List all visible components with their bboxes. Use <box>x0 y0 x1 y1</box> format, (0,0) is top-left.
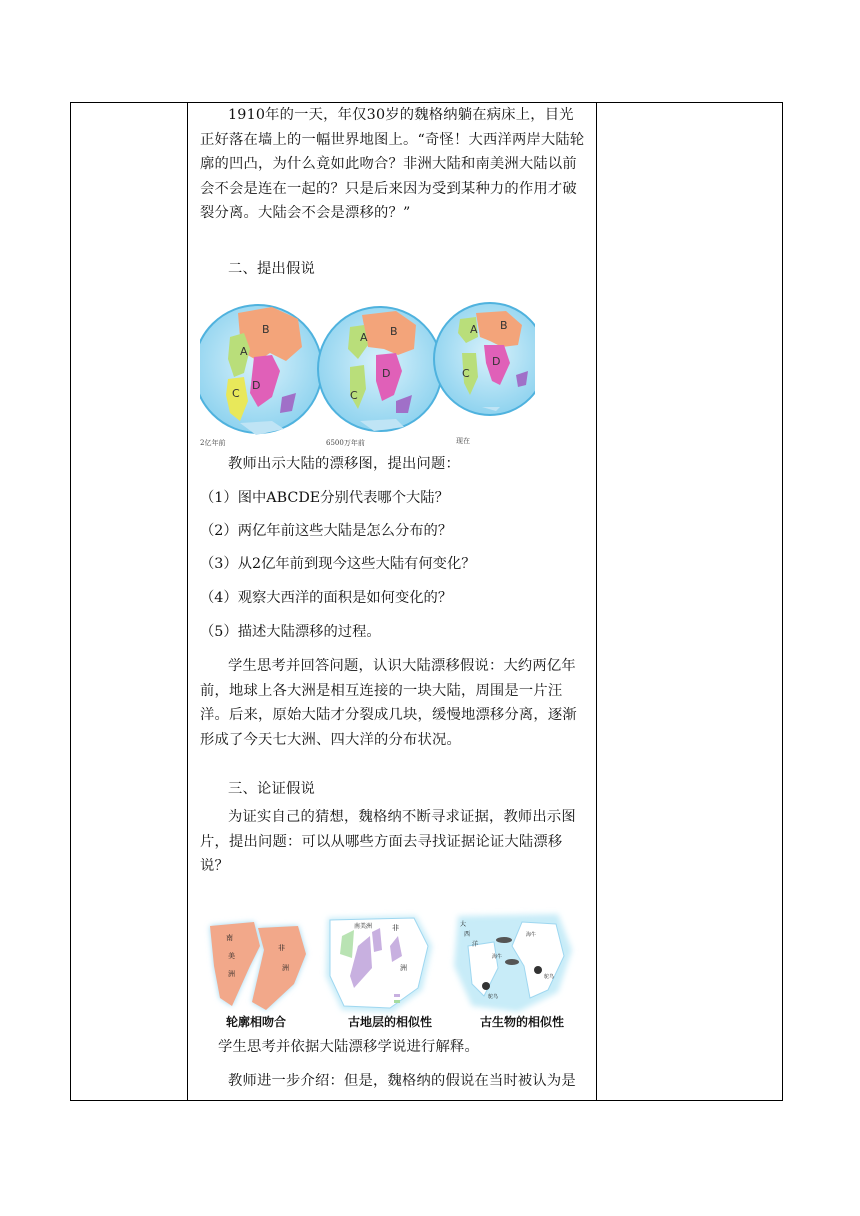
question-5: （5）描述大陆漂移的过程。 <box>200 624 381 640</box>
map1-char-3: 洲 <box>228 970 235 978</box>
section-heading-hypothesis: 二、提出假说 <box>228 261 315 277</box>
caption-fossils: 古生物的相似性 <box>480 1015 565 1029</box>
drift-map-intro: 教师出示大陆的漂移图，提出问题： <box>228 456 460 472</box>
globe3-letter-b: B <box>500 319 508 332</box>
globe-200-million-years <box>200 305 322 447</box>
globe1-letter-d: D <box>252 379 261 392</box>
map3-char-3: 洋 <box>472 941 479 948</box>
map3-label-2: 海牛 <box>492 954 503 960</box>
caption-outline-fit: 轮廓相吻合 <box>226 1015 287 1029</box>
map1-char-2: 美 <box>228 952 235 960</box>
outline-fit-map <box>210 922 306 1010</box>
globe3-letter-d: D <box>492 355 501 368</box>
map2-char-1: 非 <box>392 924 399 932</box>
globe1-letter-c: C <box>232 387 240 400</box>
teaching-content-cell <box>188 103 596 1100</box>
map1-char-5: 洲 <box>282 964 289 972</box>
globe2-letter-d: D <box>382 367 391 380</box>
column-divider-right <box>596 103 597 1100</box>
intro-paragraph: 1910年的一天，年仅30岁的魏格纳躺在病床上，目光正好落在墙上的一幅世界地图上。“奇怪！大西洋两岸大陆轮廓的凹凸，为什么竟如此吻合？非洲大陆和南美洲大陆以前会不会是连在一起的？只是后来因为受到某种力的作用才破裂分离。大陆会不会是漂移的？” <box>200 107 585 221</box>
globe1-label: 2亿年前 <box>200 439 226 447</box>
section-heading-evidence: 三、论证假说 <box>228 781 315 797</box>
globe2-letter-a: A <box>360 331 368 344</box>
globe2-letter-b: B <box>390 325 398 338</box>
map1-char-1: 南 <box>226 934 233 942</box>
evidence-maps <box>202 906 582 1031</box>
continental-drift-globes <box>200 297 535 447</box>
question-2: （2）两亿年前这些大陆是怎么分布的？ <box>200 523 453 539</box>
question-1: （1）图中ABCDE分别代表哪个大陆？ <box>200 490 449 506</box>
strata-similarity-map <box>326 916 432 1012</box>
question-3: （3）从2亿年前到现今这些大陆有何变化？ <box>200 556 476 572</box>
map3-label-4: 鸵鸟 <box>488 994 499 1000</box>
hypothesis-answer-paragraph: 学生思考并回答问题，认识大陆漂移假说：大约两亿年前，地球上各大洲是相互连接的一块大陆，周围是一片汪洋。后来，原始大陆才分裂成几块，缓慢地漂移分离，逐渐形成了今天七大洲、四大洋的分布状况。 <box>200 658 577 748</box>
map2-label-south-america: 南美洲 <box>354 923 373 930</box>
globe-present <box>434 303 535 445</box>
globe1-letter-b: B <box>262 323 270 336</box>
question-4: （4）观察大西洋的面积是如何变化的？ <box>200 590 453 606</box>
caption-strata: 古地层的相似性 <box>348 1015 433 1029</box>
globe-65-million-years <box>318 307 442 447</box>
fossil-similarity-map <box>454 914 572 1012</box>
student-explanation: 学生思考并依据大陆漂移学说进行解释。 <box>218 1039 479 1055</box>
map3-label-3: 鸵鸟 <box>544 974 555 980</box>
teacher-intro-paragraph: 教师进一步介绍：但是，魏格纳的假说在当时被认为是 <box>228 1073 576 1089</box>
map1-char-4: 非 <box>278 944 285 952</box>
map3-label-1: 海牛 <box>526 932 537 938</box>
globe2-letter-c: C <box>350 389 358 402</box>
evidence-question-paragraph: 为证实自己的猜想，魏格纳不断寻求证据，教师出示图片，提出问题：可以从哪些方面去寻找证据论证大陆漂移说？ <box>200 809 576 874</box>
lesson-table <box>70 102 783 1101</box>
globe2-label: 6500万年前 <box>326 439 365 447</box>
map3-char-1: 大 <box>460 921 467 928</box>
globe3-label: 现在 <box>456 437 470 445</box>
globe1-letter-a: A <box>240 345 248 358</box>
map3-char-2: 西 <box>464 931 471 938</box>
globe3-letter-a: A <box>470 323 478 336</box>
map2-char-2: 洲 <box>400 964 407 972</box>
globe3-letter-c: C <box>462 367 470 380</box>
